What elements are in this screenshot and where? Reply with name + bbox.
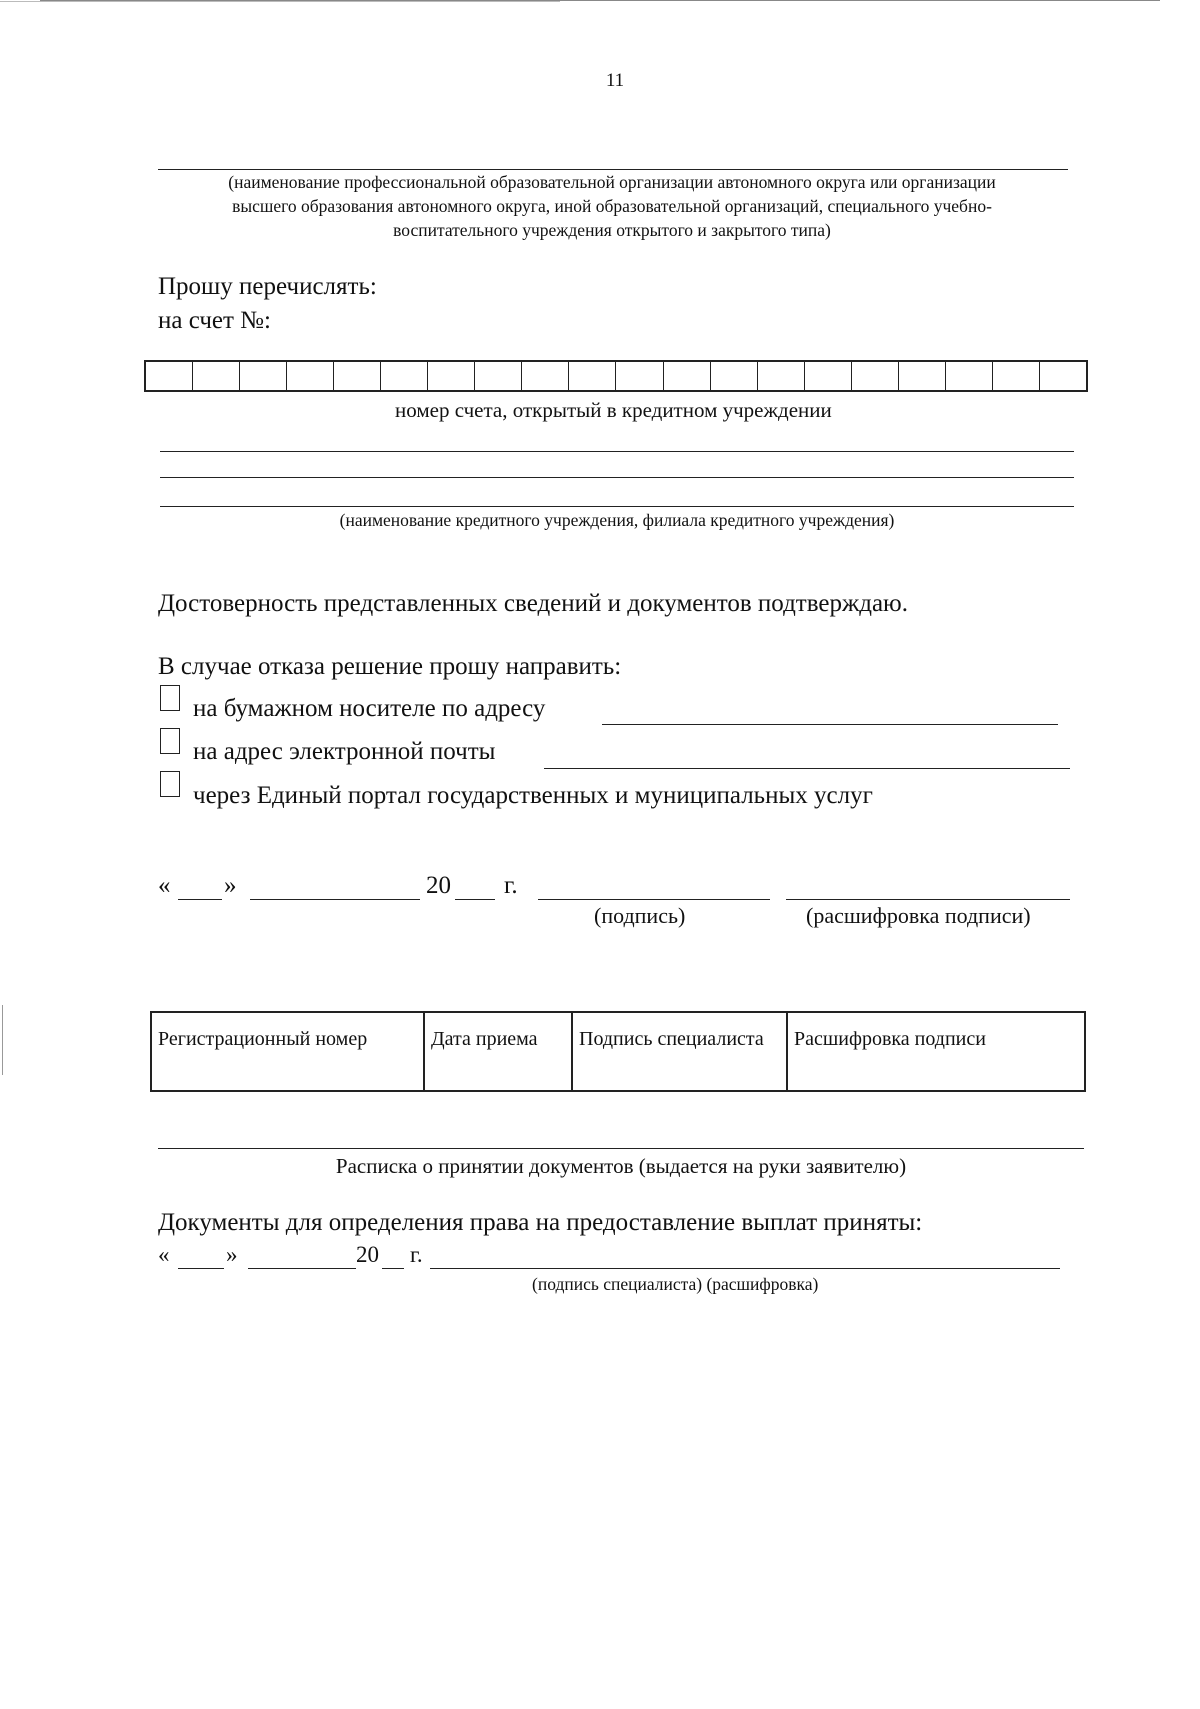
receipt-signature-line[interactable] [430, 1268, 1060, 1269]
portal-delivery-label: через Единый портал государственных и муниципальных услуг [193, 782, 873, 809]
receipt-year-prefix: 20 [356, 1242, 379, 1267]
scan-edge-left [2, 1005, 3, 1075]
email-delivery-label: на адрес электронной почты [193, 738, 496, 765]
receipt-open-quote: « [158, 1242, 170, 1267]
account-digit-box[interactable] [1040, 362, 1086, 390]
account-digit-box[interactable] [899, 362, 946, 390]
org-caption-line-3: воспитательного учреждения открытого и закрытого типа) [393, 220, 831, 240]
specialist-signature-header: Подпись специалиста [572, 1012, 787, 1091]
bank-name-line-2[interactable] [160, 477, 1074, 478]
account-digit-box[interactable] [569, 362, 616, 390]
postal-address-line[interactable] [602, 724, 1058, 725]
page-number: 11 [605, 70, 625, 91]
account-caption: номер счета, открытый в кредитном учреждении [395, 398, 832, 422]
account-digit-box[interactable] [522, 362, 569, 390]
receipt-divider [158, 1148, 1084, 1149]
scan-edge-top-inner [0, 1, 560, 2]
account-digit-box[interactable] [711, 362, 758, 390]
registration-number-header: Регистрационный номер [151, 1012, 424, 1091]
account-digit-box[interactable] [240, 362, 287, 390]
receipt-close-quote: » [226, 1242, 238, 1267]
account-digit-box[interactable] [852, 362, 899, 390]
year-prefix: 20 [426, 872, 451, 899]
account-digit-box[interactable] [193, 362, 240, 390]
portal-delivery-checkbox[interactable] [160, 771, 180, 797]
bank-name-line-3[interactable] [160, 506, 1074, 507]
receipt-day-blank[interactable] [178, 1268, 224, 1269]
paper-delivery-label: на бумажном носителе по адресу [193, 695, 546, 722]
confirmation-text: Достоверность представленных сведений и документов подтверждаю. [158, 590, 908, 617]
receipt-signature-caption: (подпись специалиста) (расшифровка) [532, 1274, 819, 1294]
day-blank[interactable] [178, 899, 222, 900]
month-blank[interactable] [250, 899, 420, 900]
email-delivery-checkbox[interactable] [160, 728, 180, 754]
refusal-intro: В случае отказа решение прошу направить: [158, 653, 622, 680]
signature-decode-line[interactable] [786, 899, 1070, 900]
org-caption [150, 170, 1074, 242]
account-digit-box[interactable] [475, 362, 522, 390]
bank-caption: (наименование кредитного учреждения, филиала кредитного учреждения) [339, 510, 895, 530]
year-blank[interactable] [455, 899, 495, 900]
bank-name-line-1[interactable] [160, 451, 1074, 452]
signature-decode-header: Расшифровка подписи [787, 1012, 1085, 1091]
account-number-label: на счет №: [158, 307, 271, 334]
account-digit-box[interactable] [946, 362, 993, 390]
receipt-caption: Расписка о принятии документов (выдается на руки заявителю) [335, 1154, 907, 1178]
account-digit-box[interactable] [428, 362, 475, 390]
signature-decode-caption: (расшифровка подписи) [806, 903, 1031, 928]
email-address-line[interactable] [544, 768, 1070, 769]
reception-date-header: Дата приема [424, 1012, 572, 1091]
account-digit-box[interactable] [993, 362, 1040, 390]
org-caption-line-2: высшего образования автономного округа, иной образовательной организаций, специального учебно- [232, 196, 992, 216]
receipt-statement: Документы для определения права на предоставление выплат приняты: [158, 1209, 923, 1236]
account-digit-box[interactable] [664, 362, 711, 390]
org-caption-line-1: (наименование профессиональной образовательной организации автономного округа или организации [228, 172, 996, 192]
account-digit-box[interactable] [146, 362, 193, 390]
transfer-heading: Прошу перечислять: [158, 273, 377, 300]
account-digit-box[interactable] [381, 362, 428, 390]
signature-line[interactable] [538, 899, 770, 900]
receipt-year-blank[interactable] [382, 1268, 404, 1269]
account-digit-box[interactable] [334, 362, 381, 390]
account-number-boxes[interactable] [144, 360, 1088, 392]
receipt-month-blank[interactable] [248, 1268, 356, 1269]
date-open-quote: « [158, 872, 171, 899]
receipt-year-suffix: г. [410, 1242, 423, 1267]
account-digit-box[interactable] [758, 362, 805, 390]
paper-delivery-checkbox[interactable] [160, 685, 180, 711]
account-digit-box[interactable] [805, 362, 852, 390]
year-suffix: г. [504, 872, 518, 899]
account-digit-box[interactable] [616, 362, 663, 390]
date-close-quote: » [224, 872, 237, 899]
table-row [151, 1012, 1085, 1091]
registration-table [150, 1011, 1086, 1092]
signature-caption: (подпись) [594, 903, 686, 928]
account-digit-box[interactable] [287, 362, 334, 390]
